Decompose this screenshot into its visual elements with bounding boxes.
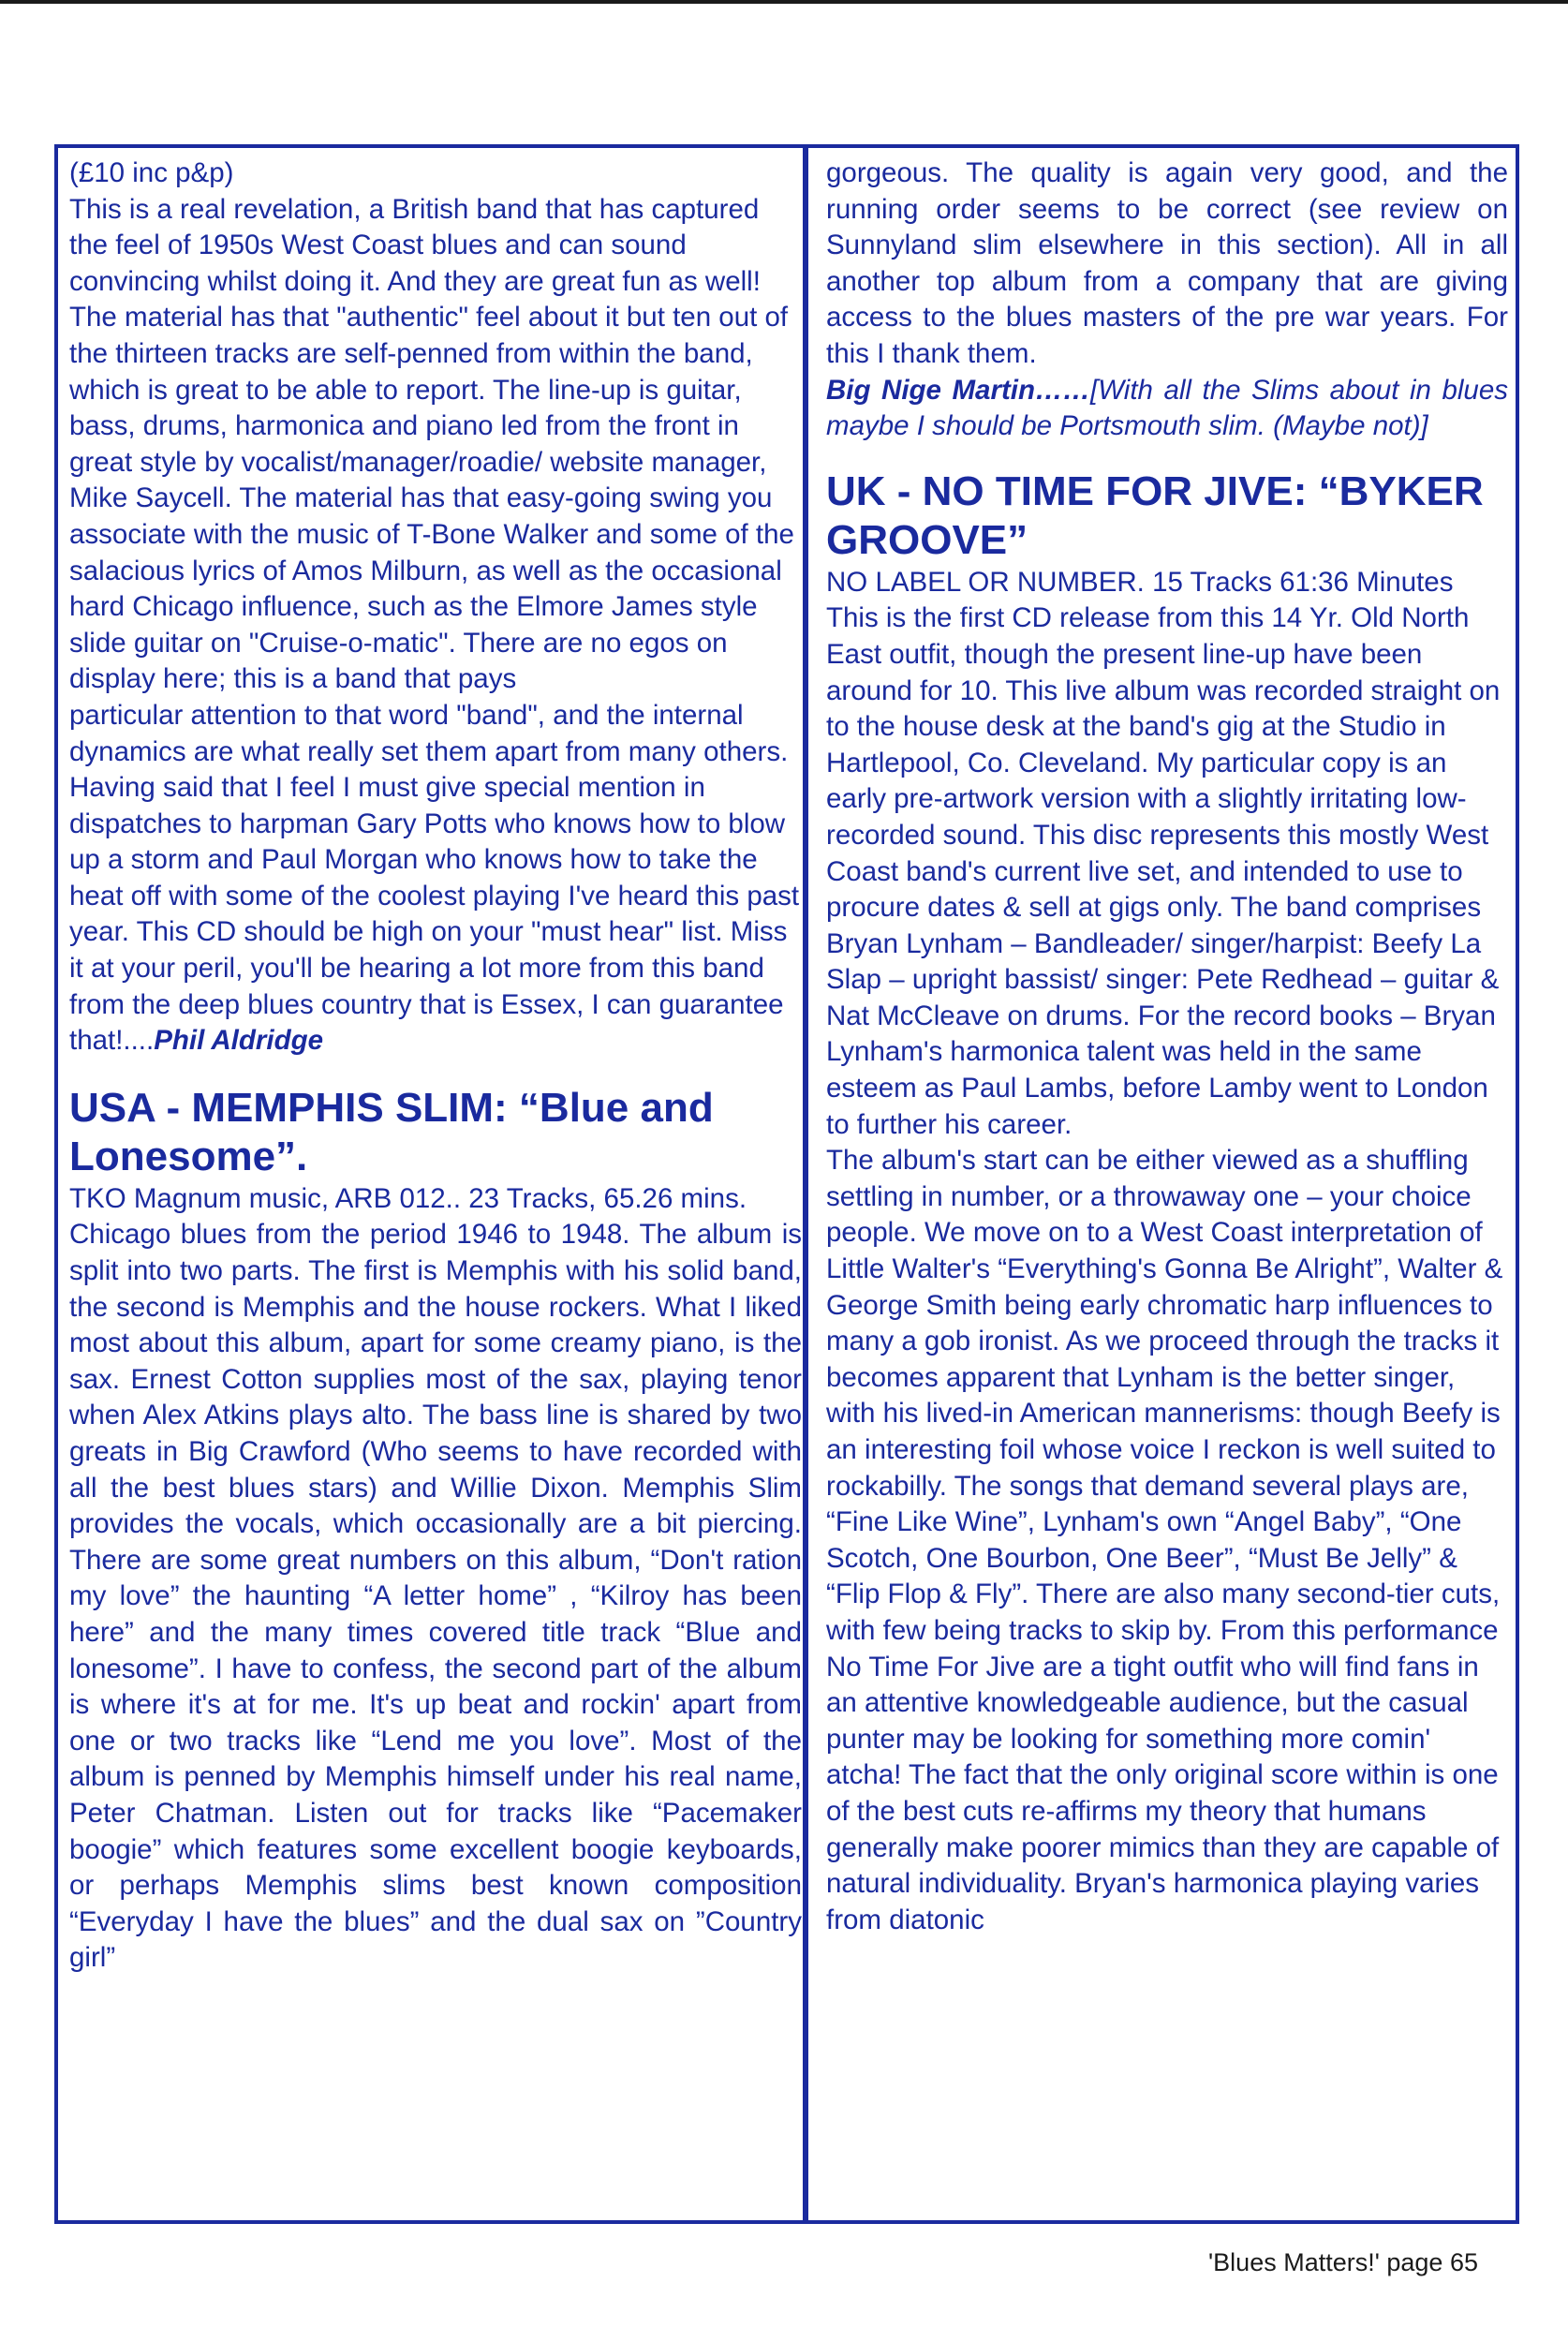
review2-details: TKO Magnum music, ARB 012.. 23 Tracks, 65.26 mins. (69, 1182, 747, 1214)
review2-continued: gorgeous. The quality is again very good, and the running order seems to be correct (see review on Sunnyland slim elsewhere in this section). All in all another top album from a company that are giving access to the blues masters of the pre war years. For this I thank them. (826, 157, 1508, 369)
editor-note: [With all the Slims about in blues maybe I should be Portsmouth slim. (Maybe not)] (826, 374, 1508, 442)
price-line: (£10 inc p&p) (69, 157, 234, 188)
review1-byline: Phil Aldridge (154, 1025, 324, 1057)
review2-signoff (826, 373, 1508, 445)
top-rule (0, 0, 1568, 4)
review1-paragraph-2-text: particular attention to that word "band", and the internal dynamics are what really set them apart from many others. Having said that I feel I must give special mention in dispatches to harpman Gary Potts who knows how to blow up a storm and Paul Morgan who knows how to take the heat off with some of the coolest playing I've heard this past year. This CD should be high on your "must hear" list. Miss it at your peril, you'll be hearing a lot more from this band from the deep blues country that is Essex, I can guarantee that!.... (69, 699, 800, 1057)
review3-paragraph-2: The album's start can be either viewed as a shuffling settling in number, or a throwaway one – your choice people. We move on to a West Coast interpretation of Little Walter's “Everything's Gonna Be Alright”, Walter & George Smith being early chromatic harp influences to many a gob ironist. As we proceed through the tracks it becomes apparent that Lynham is the better singer, with his lived-in American mannerisms: though Beefy is an interesting foil whose voice I reckon is well suited to rockabilly. The songs that demand several plays are, “Fine Like Wine”, Lynham's own “Angel Baby”, “One Scotch, One Bourbon, One Beer”, “Must Be Jelly” & “Flip Flop & Fly”. There are also many second-tier cuts, with few being tracks to skip by. From this performance No Time For Jive are a tight outfit who will find fans in an attentive knowledgeable audience, but the casual punter may be looking for something more comin' atcha! The fact that the only original score within is one of the best cuts re-affirms my theory that humans generally make poorer mimics than they are capable of natural individuality. Bryan's harmonica playing varies from diatonic (826, 1145, 1503, 1935)
review3-heading: UK - NO TIME FOR JIVE: “BYKER GROOVE” (826, 467, 1484, 563)
review2-byline: Big Nige Martin…… (826, 374, 1090, 406)
column-divider (803, 144, 808, 2224)
page-footer: 'Blues Matters!' page 65 (1208, 2248, 1478, 2276)
review1-paragraph-2 (69, 698, 802, 1060)
review2-heading: USA - MEMPHIS SLIM: “Blue and Lonesome”. (69, 1084, 714, 1179)
review3-paragraph-1: This is the first CD release from this 14 Yr. Old North East outfit, though the present line-up have been around for 10. This live album was recorded straight on to the house desk at the band's gig at the Studio in Hartlepool, Co. Cleveland. My particular copy is an early pre-artwork version with a slightly irritating low-recorded sound. This disc represents this mostly West Coast band's current live set, and intended to use to procure dates & sell at gigs only. The band comprises Bryan Lynham – Bandleader/ singer/harpist: Beefy La Slap – upright bassist/ singer: Pete Redhead – guitar & Nat McCleave on drums. For the record books – Bryan Lynham's harmonica talent was held in the same esteem as Paul Lambs, before Lamby went to London to further his career. (826, 602, 1501, 1140)
review2-body: Chicago blues from the period 1946 to 1948. The album is split into two parts. The first is Memphis with his solid band, the second is Memphis and the house rockers. What I liked most about this album, apart for some creamy piano, is the sax. Ernest Cotton supplies most of the sax, playing tenor when Alex Atkins plays alto. The bass line is shared by two greats in Big Crawford (Who seems to have recorded with all the best blues stars) and Willie Dixon. Memphis Slim provides the vocals, which occasionally are a bit piercing. There are some great numbers on this album, “Don't ration my love” the haunting “A letter home” , “Kilroy has been here” and the many times covered title track “Blue and lonesome”. I have to confess, the second part of the album is where it's at for me. It's up beat and rockin' apart from one or two tracks like “Lend me you love”. Most of the album is penned by Memphis himself under his real name, Peter Chatman. Listen out for tracks like “Pacemaker boogie” which features some excellent boogie keyboards, or perhaps Memphis slims best known composition “Everyday I have the blues” and the dual sax on ”Country girl” (69, 1219, 802, 1974)
right-column (826, 156, 1508, 2216)
review1-paragraph-1: This is a real revelation, a British band that has captured the feel of 1950s West Coast blues and can sound convincing whilst doing it. And they are great fun as well! The material has that "authentic" feel about it but ten out of the thirteen tracks are self-penned from within the band, which is great to be able to report. The line-up is guitar, bass, drums, harmonica and piano led from the front in great style by vocalist/manager/roadie/ website manager, Mike Saycell. The material has that easy-going swing you associate with the music of T-Bone Walker and some of the salacious lyrics of Amos Milburn, as well as the occasional hard Chicago influence, such as the Elmore James style slide guitar on "Cruise-o-matic". There are no egos on display here; this is a band that pays (69, 193, 794, 695)
review3-details: NO LABEL OR NUMBER. 15 Tracks 61:36 Minutes (826, 566, 1454, 598)
left-column (69, 156, 802, 2216)
